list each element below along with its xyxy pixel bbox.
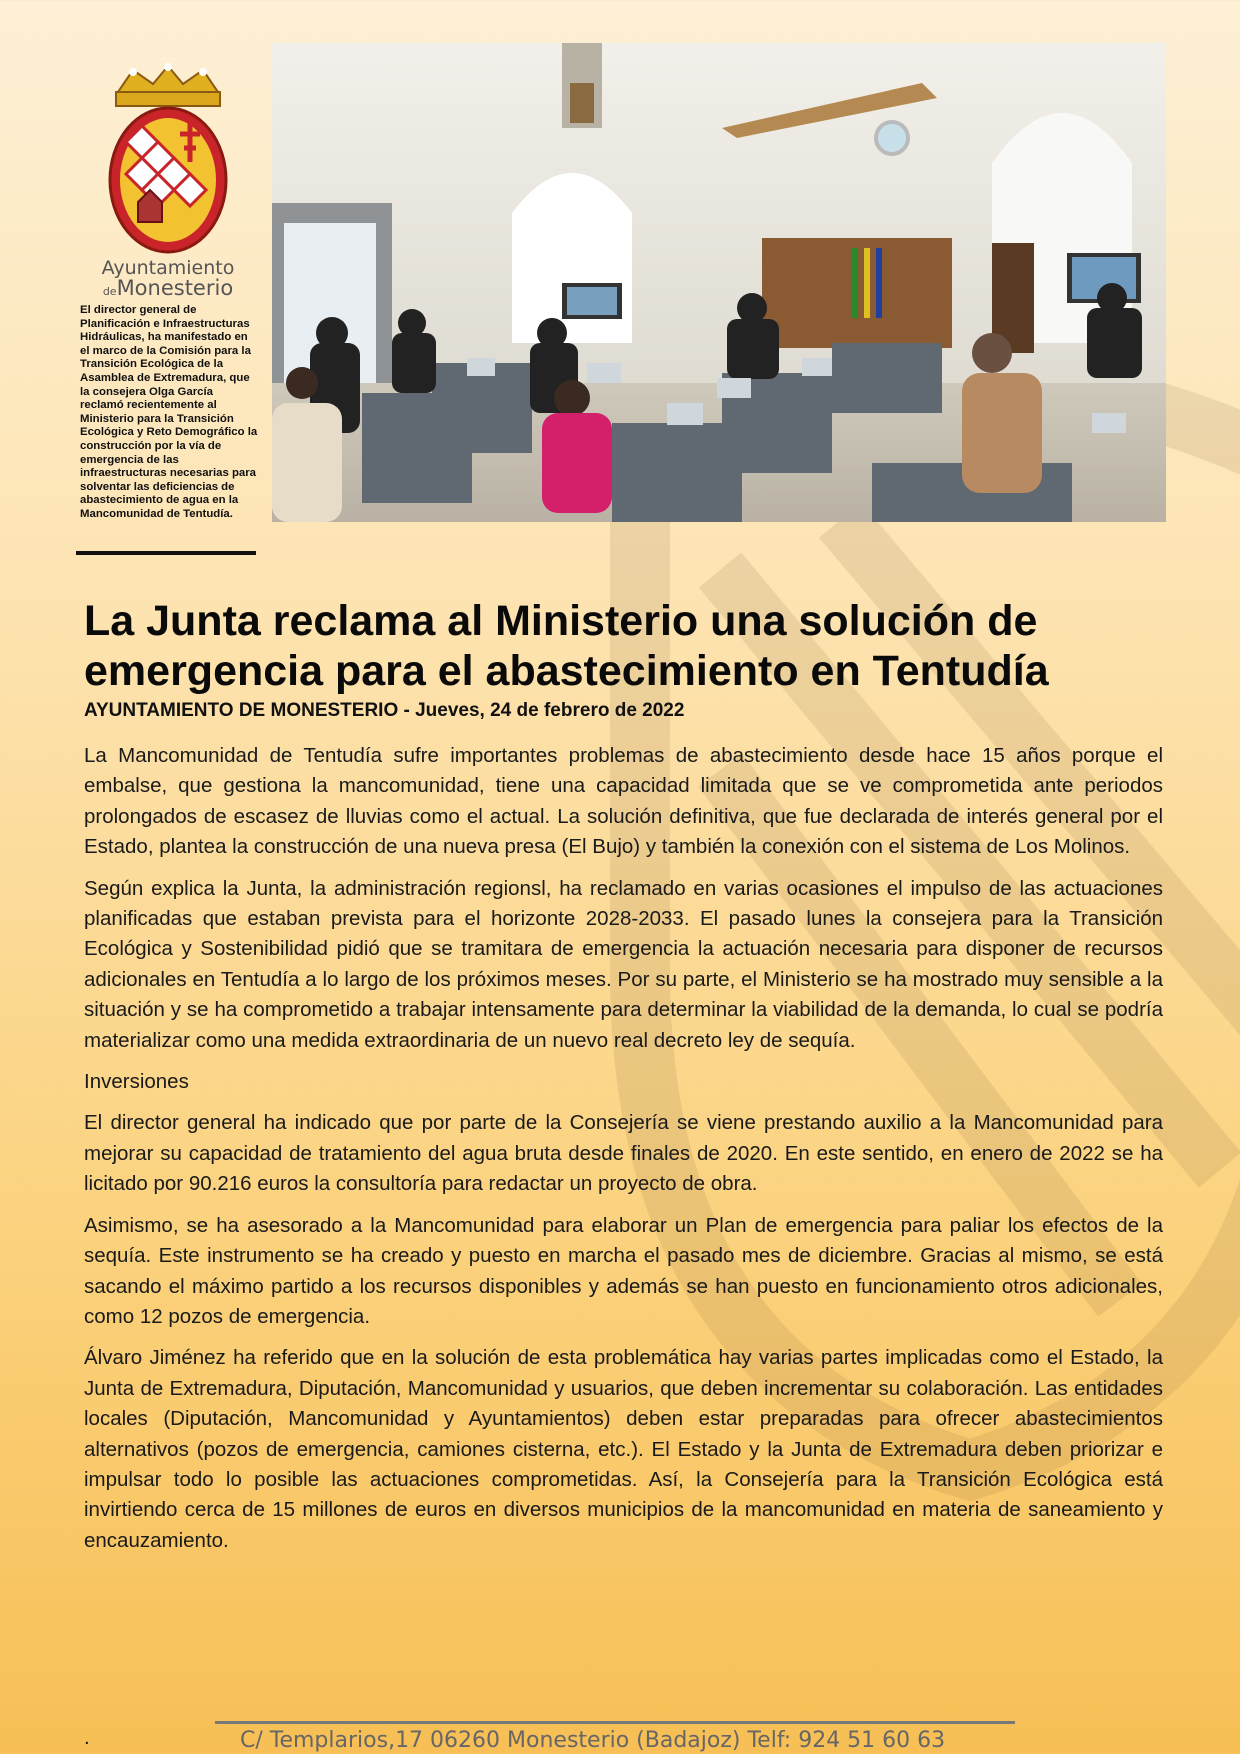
assembly-chamber-photo [272,43,1166,522]
logo-line2: Monesterio [116,276,234,300]
article-subheading: Inversiones [84,1070,189,1094]
logo-de: de [102,285,117,298]
monesterio-crest-logo [98,62,238,262]
footer-dot: . [84,1728,90,1749]
footer-address: C/ Templarios,17 06260 Monesterio (Badajoz) Telf: 924 51 60 63 [240,1728,946,1753]
article-paragraph-4: Asimismo, se ha asesorado a la Mancomunidad para elaborar un Plan de emergencia para paliar los efectos de la sequía. Este instrumento se ha creado y puesto en marcha el pasado mes de diciembre. Gracias al mismo, se está sacando el máximo partido a los recursos disponibles y además se han puesto en funcionamiento otros adicionales, como 12 pozos de emergencia. [84,1213,1163,1328]
side-caption: El director general de Planificación e Infraestructuras Hidráulicas, ha manifestado en el marco de la Comisión para la Transición Ecológica de la Asamblea de Extremadura, que la consejera Olga García reclamó recientemente al Ministerio para la Transición Ecológica y Reto Demográfico la construcción por la vía de emergencia de las infraestructuras necesarias para solventar las deficiencias de abastecimiento de agua en la Mancomunidad de Tentudía. [80,304,258,520]
article-body [84,741,1163,1567]
article-paragraph-2: Según explica la Junta, la administración regionsl, ha reclamado en varias ocasiones el impulso de las actuaciones planificadas que estaban prevista para el horizonte 2028-2033. El pasado lunes la consejera para la Transición Ecológica y Sostenibilidad pidió que se tramitara de emergencia la actuación necesaria para disponer de recursos adicionales en Tentudía a lo largo de los próximos meses. Por su parte, el Ministerio se ha mostrado muy sensible a la situación y se ha comprometido a trabajar intensamente para determinar la viabilidad de la demanda, lo cual se podría materializar como una medida extraordinaria de un nuevo real decreto ley de sequía. [84,876,1163,1052]
logo-line1: Ayuntamiento [101,257,235,279]
side-caption-rule [76,551,256,555]
footer-rule [215,1721,1015,1724]
article-paragraph-5: Álvaro Jiménez ha referido que en la solución de esta problemática hay varias partes implicadas como el Estado, la Junta de Extremadura, Diputación, Mancomunidad y usuarios, que deben incrementar su colaboración. Las entidades locales (Diputación, Mancomunidad y Ayuntamientos) deben estar preparadas para ofrecer abastecimientos alternativos (pozos de emergencia, camiones cisterna, etc.). El Estado y la Junta de Extremadura deben priorizar e impulsar todo lo posible las actuaciones comprometidas. Así, la Consejería para la Transición Ecológica está invirtiendo cerca de 15 millones de euros en diversos municipios de la mancomunidad en materia de saneamiento y encauzamiento. [84,1346,1163,1552]
article-paragraph-3: El director general ha indicado que por parte de la Consejería se viene prestando auxilio a la Mancomunidad para mejorar su capacidad de tratamiento del agua bruta desde finales de 2020. En este sentido, en enero de 2022 se ha licitado por 90.216 euros la consultoría para redactar un proyecto de obra. [84,1111,1163,1196]
article-byline: AYUNTAMIENTO DE MONESTERIO - Jueves, 24 de febrero de 2022 [84,700,685,721]
article-headline: La Junta reclama al Ministerio una solución de emergencia para el abastecimiento en Tentudía [84,597,1049,695]
logo-wordmark [70,258,266,302]
article-paragraph-1: La Mancomunidad de Tentudía sufre importantes problemas de abastecimiento desde hace 15 años porque el embalse, que gestiona la mancomunidad, tiene una capacidad limitada que se ve comprometida ante periodos prolongados de escasez de lluvias como el actual. La solución definitiva, que fue declarada de interés general por el Estado, plantea la construcción de una nueva presa (El Bujo) y también la conexión con el sistema de Los Molinos. [84,744,1163,859]
